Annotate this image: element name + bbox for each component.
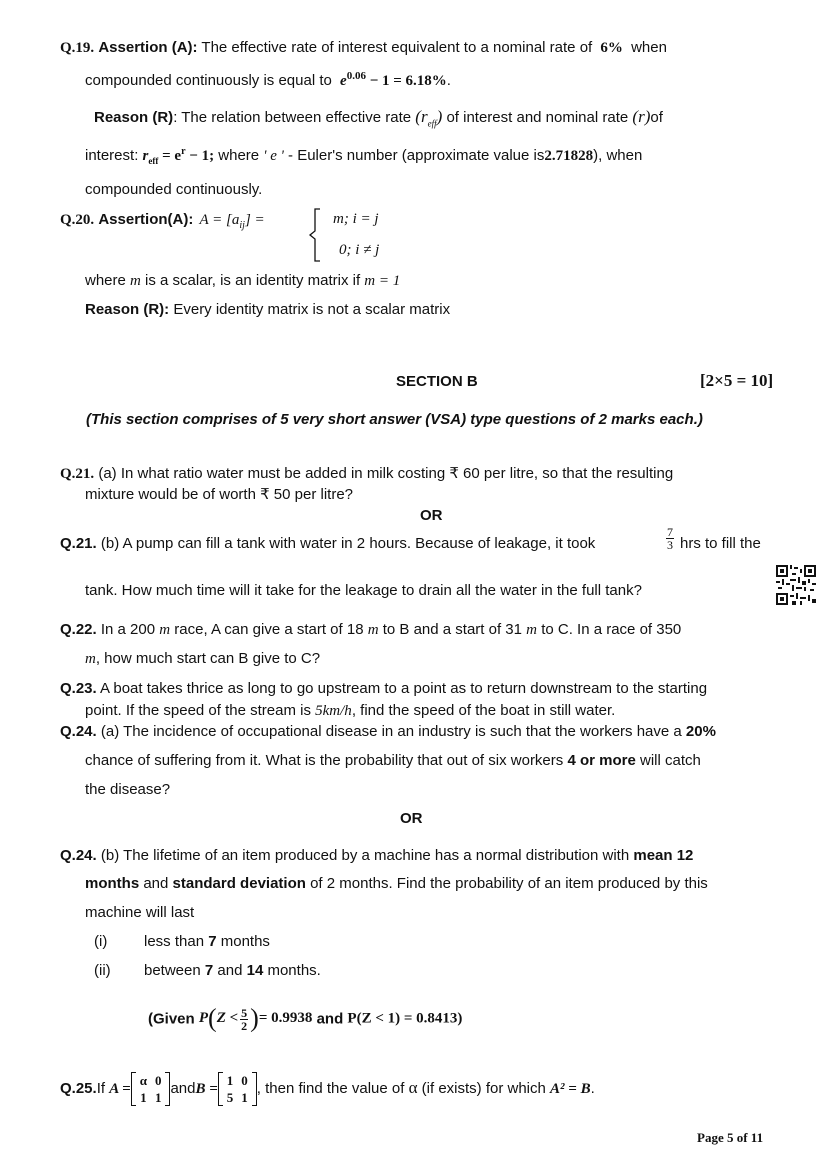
q24a-pct: 20% [685, 723, 716, 740]
q19-line1 [60, 39, 667, 57]
q21a-number: Q.21. [60, 466, 95, 482]
q19-line4 [85, 146, 642, 166]
q20-m: m [130, 273, 141, 289]
q22-t5: , how much start can B give to C? [95, 650, 321, 667]
q24b-part-ii: between 7 and 14 months. [144, 962, 321, 979]
q19-when2: ), when [593, 147, 643, 164]
q24b-given: (Given P(Z < $\frac{5}{2}$ )= 0.9938 and P(Z < 1) = 0.8413) [148, 1004, 463, 1033]
q24b-part-i: less than 7 months [144, 933, 270, 950]
q22-m2: m [367, 622, 379, 638]
q24b-text: (b) The lifetime of an item produced by a machine has a normal distribution with [100, 847, 630, 864]
q24b-months: months [85, 875, 140, 892]
q24a-line3: the disease? [85, 781, 171, 798]
q19-reason-text: : The relation between effective rate [173, 109, 412, 126]
q24a-line2 [85, 752, 701, 769]
q19-reason [94, 107, 663, 128]
q24b-mean: mean 12 [633, 847, 694, 864]
page-number: Page 5 of 11 [697, 1130, 764, 1145]
q25-text: , then find the value of [256, 1080, 405, 1097]
q19-line2: compounded continuously is equal to $e^{0.06} - 1 = 6.18\%$. [85, 70, 451, 89]
q19-line5: compounded continuously. [85, 181, 263, 198]
q20-where [85, 272, 400, 290]
or-separator-1: OR [420, 507, 443, 524]
q19-r: (r) [632, 107, 651, 126]
q25-if: If [96, 1080, 106, 1097]
q25-matrix-b: 1 0 5 1 [218, 1072, 257, 1106]
q24b-and: and [143, 875, 169, 892]
q22-line1 [60, 621, 681, 639]
q22-t3: to B and a start of 31 [382, 621, 522, 638]
q19-euler: 2.71828 [544, 148, 594, 164]
q25-text2: (if exists) for which [421, 1080, 546, 1097]
q20-number: Q.20. [60, 212, 95, 228]
q24a-text2: chance of suffering from it. What is the probability that out of six workers [85, 752, 564, 769]
q24b-line1 [60, 847, 693, 864]
q19-formula2: $r_{eff} = e^r - 1$; [142, 146, 215, 166]
q20-assertion-label: Assertion(A): [98, 211, 194, 228]
q22-number: Q.22. [60, 621, 97, 638]
q21b-text-end: hrs to fill the [680, 535, 761, 552]
q21a-line1 [60, 464, 673, 483]
q21a-line2: mixture would be of worth ₹ 50 per litre? [85, 486, 354, 503]
q22-m3: m [526, 622, 538, 638]
q20-lhs: $A = [a_{ij}]$ = [199, 212, 265, 231]
q19-e-quote: ' e ' [263, 148, 284, 164]
q24a-number: Q.24. [60, 723, 97, 740]
q23-text3: , find the speed of the boat in still water. [351, 702, 616, 719]
q19-number: Q.19. [60, 40, 95, 56]
q21a-text: (a) In what ratio water must be added in milk costing ₹ 60 per litre, so that the resulting [98, 465, 674, 482]
q23-speed: 5km/h [315, 703, 352, 719]
q24b-line2 [85, 875, 708, 892]
q24a-line1 [60, 723, 716, 740]
q22-line2 [85, 650, 320, 668]
q19-euler-text: - Euler's number (approximate value is [288, 147, 545, 164]
section-title: SECTION B [396, 373, 478, 390]
q23-text2: point. If the speed of the stream is [85, 702, 311, 719]
q19-reff: $(r_{eff})$ [415, 107, 443, 129]
q19-reason-label: Reason (R) [94, 109, 174, 126]
q25-line: Q.25.If A = α 0 1 1 andB = 1 0 5 1 , then find the value of α (if exists) for which A² = B. [60, 1073, 595, 1106]
q20-case2: 0; i ≠ j [339, 242, 380, 258]
q22-m1: m [159, 622, 171, 638]
q19-rate: 6% [600, 40, 623, 56]
q20-case1: m; i = j [333, 211, 379, 227]
q19-interest: interest: [85, 147, 139, 164]
q22-m4: m [85, 651, 96, 667]
q24b-part-ii-label: (ii) [94, 962, 111, 979]
q19-assertion-label: Assertion (A): [98, 39, 198, 56]
q20-reason-text: Every identity matrix is not a scalar matrix [173, 301, 451, 318]
q23-text: A boat takes thrice as long to go upstream to a point as to return downstream to the starting [100, 680, 708, 697]
q23-number: Q.23. [60, 680, 97, 697]
q20-reason [85, 301, 450, 318]
q23-line1 [60, 680, 707, 697]
q19-of: of [650, 109, 663, 126]
q19-text: The effective rate of interest equivalent to a nominal rate of [201, 39, 593, 56]
q24a-text3: will catch [639, 752, 701, 769]
q19-where: where [218, 147, 260, 164]
q25-number: Q.25. [60, 1080, 97, 1097]
qr-code [776, 565, 816, 605]
q24b-number: Q.24. [60, 847, 97, 864]
q19-text2: compounded continuously is equal to [85, 72, 332, 89]
q19-reason-text2: of interest and nominal rate [446, 109, 629, 126]
q20-m-eq: m = 1 [364, 273, 401, 289]
q21b-line2: tank. How much time will it take for the leakage to drain all the water in the full tank? [85, 582, 642, 599]
section-marks: [2×5 = 10] [700, 371, 774, 390]
q21b-fraction: $\frac{7}{3}$ [667, 525, 673, 552]
q24b-sd: standard deviation [172, 875, 306, 892]
q25-alpha: α [408, 1078, 418, 1097]
q25-matrix-a: α 0 1 1 [131, 1072, 171, 1106]
q21b-number: Q.21. [60, 535, 97, 552]
q20-line1 [60, 211, 265, 231]
q24b-text2: of 2 months. Find the probability of an item produced by this [310, 875, 708, 892]
q20-where-text2: is a scalar, is an identity matrix if [145, 272, 361, 289]
q21b-text: (b) A pump can fill a tank with water in 2 hours. Because of leakage, it took [100, 535, 596, 552]
q20-reason-label: Reason (R): [85, 301, 170, 318]
q24a-four: 4 or more [567, 752, 636, 769]
q25-and: and [170, 1080, 196, 1097]
q24b-line3: machine will last [85, 904, 195, 921]
q23-line2 [85, 702, 615, 720]
q19-when: when [631, 39, 667, 56]
q22-t4: to C. In a race of 350 [541, 621, 682, 638]
q20-brace [308, 207, 322, 263]
q24b-part-i-label: (i) [94, 933, 108, 950]
q24a-text: (a) The incidence of occupational disease in an industry is such that the workers have a [100, 723, 682, 740]
q22-t2: race, A can give a start of 18 [174, 621, 364, 638]
section-description: (This section comprises of 5 very short answer (VSA) type questions of 2 marks each.) [86, 411, 703, 428]
or-separator-2: OR [400, 810, 423, 827]
q21b-line1 [60, 535, 595, 552]
q19-formula: $e^{0.06} - 1 = 6.18\%$ [340, 70, 447, 89]
q22-t1: In a 200 [100, 621, 156, 638]
q20-where-text: where [85, 272, 126, 289]
